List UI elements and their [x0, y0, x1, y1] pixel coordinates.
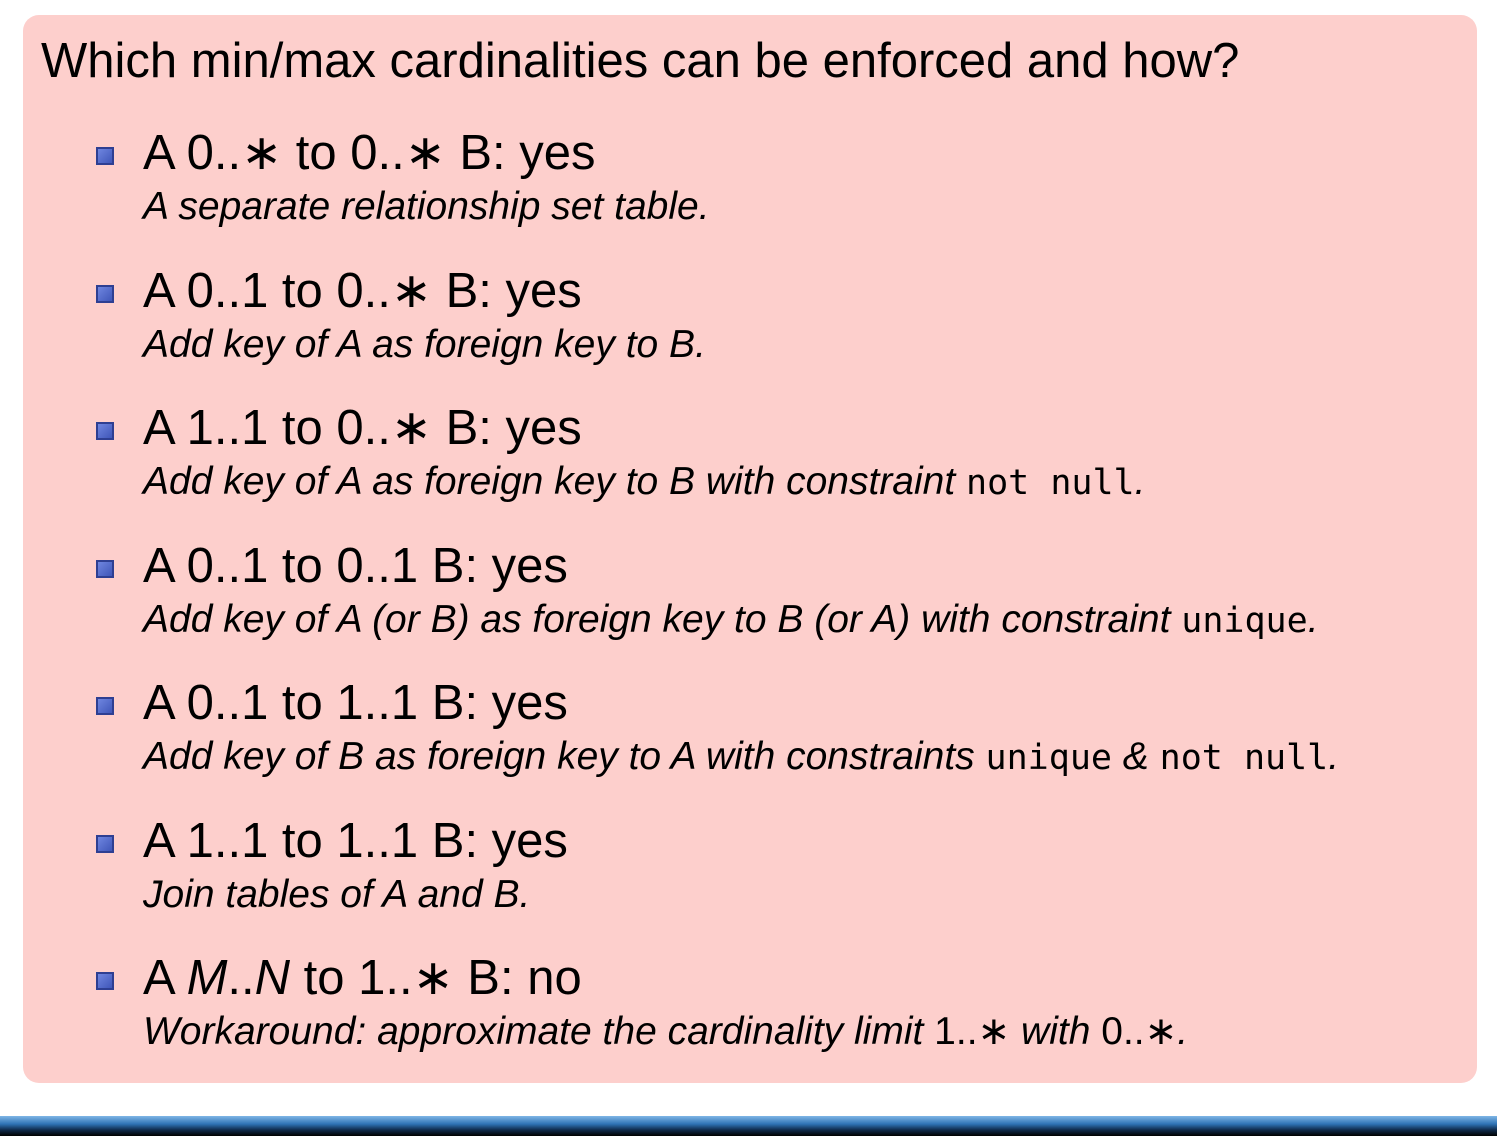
item-heading	[143, 948, 582, 1008]
description-end: .	[1307, 597, 1319, 641]
item-heading: A 1..1 to 0..∗ B: yes	[143, 401, 582, 455]
description-text: Workaround: approximate the cardinality limit	[143, 1010, 935, 1053]
cardinality-value: 1..∗	[934, 1010, 1011, 1053]
description-end: .	[1134, 460, 1146, 503]
square-bullet-icon	[96, 422, 114, 440]
item-description: A separate relationship set table.	[143, 185, 710, 228]
description-text: Add key of A as foreign key to B with constraint	[143, 460, 967, 503]
sql-constraint-code: unique	[1181, 600, 1308, 641]
square-bullet-icon	[96, 285, 114, 303]
heading-prefix: A	[143, 951, 187, 1005]
square-bullet-icon	[96, 972, 114, 990]
square-bullet-icon	[96, 147, 114, 165]
description-ampersand: &	[1111, 735, 1160, 778]
item-heading: A 1..1 to 1..1 B: yes	[143, 813, 568, 868]
item-description	[143, 733, 1339, 782]
heading-rest: to 1..∗ B: no	[290, 951, 582, 1005]
cardinality-value: 0..∗	[1101, 1010, 1178, 1053]
sql-constraint-code: not null	[966, 463, 1135, 503]
list-item	[23, 673, 1477, 811]
list-item	[23, 948, 1477, 1086]
sql-constraint-code: not null	[1159, 738, 1329, 778]
item-description: Join tables of A and B.	[143, 872, 531, 916]
square-bullet-icon	[96, 835, 114, 853]
sql-constraint-code: unique	[985, 738, 1112, 778]
list-item	[23, 536, 1477, 674]
list-item	[23, 811, 1477, 949]
item-description	[143, 596, 1319, 645]
heading-variable-n: N	[254, 951, 291, 1005]
description-end: .	[1177, 1010, 1189, 1053]
cardinality-list	[23, 123, 1477, 1086]
description-text: Add key of A (or B) as foreign key to B (or A) with constraint	[143, 597, 1182, 641]
description-end: .	[1328, 735, 1340, 778]
item-heading: A 0..1 to 1..1 B: yes	[143, 676, 568, 730]
list-item	[23, 123, 1477, 261]
item-description	[143, 1008, 1188, 1056]
item-description: Add key of A as foreign key to B.	[143, 322, 706, 366]
description-mid: with	[1010, 1010, 1102, 1053]
content-block	[23, 15, 1477, 1083]
square-bullet-icon	[96, 697, 114, 715]
square-bullet-icon	[96, 560, 114, 578]
description-text: Add key of B as foreign key to A with constraints	[143, 735, 986, 778]
item-heading: A 0..1 to 0..1 B: yes	[143, 538, 568, 593]
item-heading: A 0..1 to 0..∗ B: yes	[143, 263, 582, 318]
heading-dots: ..	[227, 951, 255, 1005]
heading-variable-m: M	[186, 951, 228, 1005]
item-heading: A 0..∗ to 0..∗ B: yes	[143, 126, 596, 180]
list-item	[23, 398, 1477, 536]
footer-bar	[0, 1116, 1497, 1136]
list-item	[23, 261, 1477, 399]
slide-title: Which min/max cardinalities can be enforced and how?	[41, 34, 1240, 88]
item-description	[143, 458, 1145, 507]
